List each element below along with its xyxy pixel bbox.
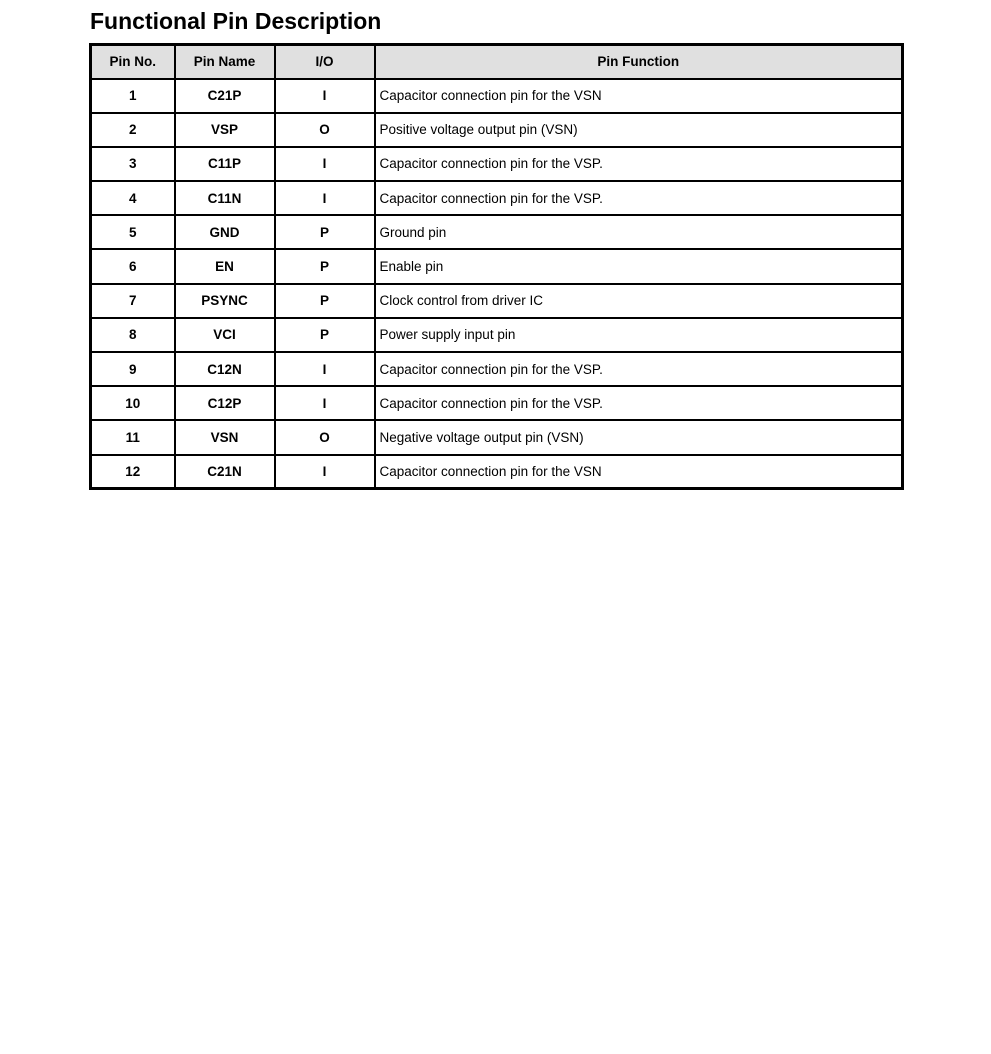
io-cell: I [275,386,375,420]
header-pin-function: Pin Function [375,45,903,79]
io-cell: P [275,284,375,318]
header-pin-name: Pin Name [175,45,275,79]
pin-function-cell: Capacitor connection pin for the VSP. [375,352,903,386]
pin-name-cell: C21N [175,455,275,489]
table-row [91,147,903,181]
table-row [91,181,903,215]
pin-name-cell: VCI [175,318,275,352]
io-cell: O [275,113,375,147]
header-pin-no: Pin No. [91,45,175,79]
pin-name-cell: EN [175,249,275,283]
pin-name-cell: VSN [175,420,275,454]
pin-name-cell: C11P [175,147,275,181]
pin-no-cell: 1 [91,79,175,113]
table-row [91,455,903,489]
pin-no-cell: 8 [91,318,175,352]
header-io: I/O [275,45,375,79]
pin-function-cell: Capacitor connection pin for the VSP. [375,181,903,215]
table-row [91,249,903,283]
io-cell: I [275,181,375,215]
pin-description-table [89,43,904,490]
io-cell: I [275,79,375,113]
pin-function-cell: Capacitor connection pin for the VSP. [375,386,903,420]
table-row [91,386,903,420]
table-row [91,79,903,113]
table-body [91,79,903,489]
pin-name-cell: PSYNC [175,284,275,318]
pin-function-cell: Capacitor connection pin for the VSN [375,455,903,489]
pin-function-cell: Positive voltage output pin (VSN) [375,113,903,147]
table-row [91,420,903,454]
pin-function-cell: Clock control from driver IC [375,284,903,318]
table-row [91,352,903,386]
io-cell: I [275,147,375,181]
pin-no-cell: 12 [91,455,175,489]
pin-no-cell: 6 [91,249,175,283]
pin-name-cell: C11N [175,181,275,215]
pin-function-cell: Capacitor connection pin for the VSN [375,79,903,113]
pin-no-cell: 5 [91,215,175,249]
io-cell: P [275,249,375,283]
pin-no-cell: 11 [91,420,175,454]
table-row [91,284,903,318]
pin-function-cell: Ground pin [375,215,903,249]
table-header-row [91,45,903,79]
pin-no-cell: 3 [91,147,175,181]
pin-no-cell: 10 [91,386,175,420]
pin-no-cell: 4 [91,181,175,215]
pin-name-cell: C12N [175,352,275,386]
pin-no-cell: 7 [91,284,175,318]
pin-name-cell: GND [175,215,275,249]
pin-name-cell: C12P [175,386,275,420]
table-row [91,113,903,147]
page-title: Functional Pin Description [90,8,382,34]
pin-no-cell: 2 [91,113,175,147]
pin-name-cell: C21P [175,79,275,113]
io-cell: I [275,455,375,489]
io-cell: I [275,352,375,386]
pin-function-cell: Power supply input pin [375,318,903,352]
table-row [91,318,903,352]
pin-no-cell: 9 [91,352,175,386]
pin-function-cell: Capacitor connection pin for the VSP. [375,147,903,181]
table-row [91,215,903,249]
io-cell: O [275,420,375,454]
io-cell: P [275,318,375,352]
pin-function-cell: Enable pin [375,249,903,283]
io-cell: P [275,215,375,249]
pin-name-cell: VSP [175,113,275,147]
pin-function-cell: Negative voltage output pin (VSN) [375,420,903,454]
